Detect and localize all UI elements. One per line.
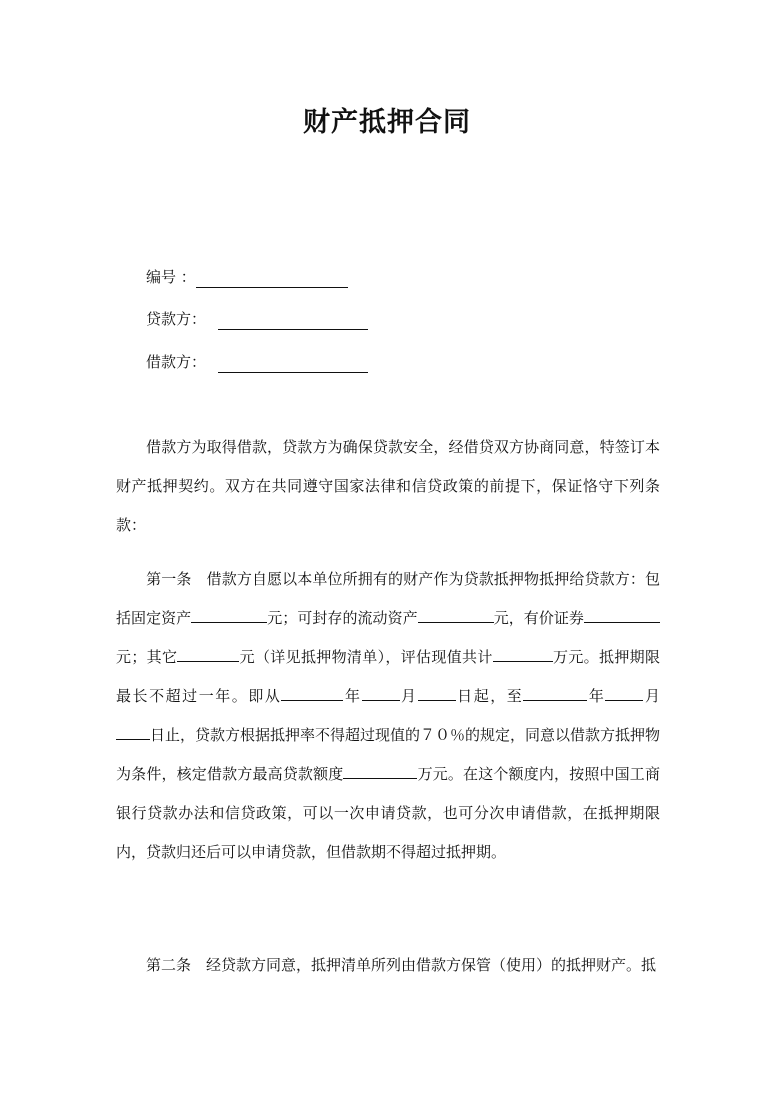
start-year-blank[interactable]: [281, 699, 343, 701]
preamble-text: 借款方为取得借款，贷款方为确保贷款安全，经借贷双方协商同意，特签订本财产抵押契约。双方在共同遵守国家法律和信贷政策的前提下，保证恪守下列条款：: [116, 438, 660, 534]
article-1-text: 年: [343, 687, 362, 705]
borrower-blank[interactable]: [218, 356, 368, 373]
lender-label: 贷款方：: [146, 310, 207, 328]
article-1-text: 日起，至: [455, 687, 524, 705]
article-1-text: 元；可封存的流动资产: [267, 609, 418, 627]
end-year-blank[interactable]: [523, 699, 587, 701]
article-2-paragraph: [116, 946, 660, 985]
article-1-text: 借款方自愿以本单位所拥有的财产作为贷款抵押物抵押给贷款方：包括固定资产: [116, 570, 660, 627]
article-1-heading: 第一条: [146, 570, 192, 588]
end-day-blank[interactable]: [116, 738, 150, 740]
article-1-paragraph: [116, 560, 660, 872]
fixed-assets-blank[interactable]: [191, 621, 267, 623]
lender-blank[interactable]: [218, 313, 368, 330]
current-assets-blank[interactable]: [418, 621, 494, 623]
contract-number-blank[interactable]: [196, 271, 348, 288]
contract-number-label: 编号 ：: [146, 268, 196, 286]
borrower-field: [146, 351, 368, 373]
borrower-label: 借款方：: [146, 353, 207, 371]
start-day-blank[interactable]: [418, 699, 456, 701]
article-1-text: 万元。在这个额度内，按照中国工商银行贷款办法和信贷政策，可以一次申请贷款，也可分次申请借款，在抵押期限内，贷款归还后可以申请贷款，但借款期不得超过抵押期。: [116, 765, 660, 861]
valuation-blank[interactable]: [493, 660, 553, 662]
lender-field: [146, 308, 368, 330]
article-1-text: 年: [587, 687, 606, 705]
securities-blank[interactable]: [584, 621, 660, 623]
contract-number-field: [146, 266, 348, 288]
start-month-blank[interactable]: [362, 699, 400, 701]
article-1-text: 万元。抵押期限最长不超过一年。即从: [116, 648, 660, 705]
preamble-paragraph: [116, 428, 660, 545]
max-loan-blank[interactable]: [343, 777, 417, 779]
article-1-text: 元；其它: [116, 648, 178, 666]
end-month-blank[interactable]: [605, 699, 643, 701]
article-1-text: 月: [643, 687, 660, 705]
article-2-text: 经贷款方同意，抵押清单所列由借款方保管（使用）的抵押财产。抵: [206, 956, 657, 974]
article-1-text: 月: [399, 687, 418, 705]
article-2-heading: 第二条: [146, 956, 192, 974]
article-1-text: 日止，贷款方根据抵押率不得超过现值的７０％的规定，同意以借款方抵押物为条件，核定借款方最高贷款额度: [116, 726, 661, 783]
article-1-text: 元，有价证券: [493, 609, 584, 627]
article-1-text: 元（详见抵押物清单），评估现值共计: [239, 648, 493, 666]
other-assets-blank[interactable]: [177, 660, 239, 662]
document-title: 财产抵押合同: [303, 107, 471, 138]
